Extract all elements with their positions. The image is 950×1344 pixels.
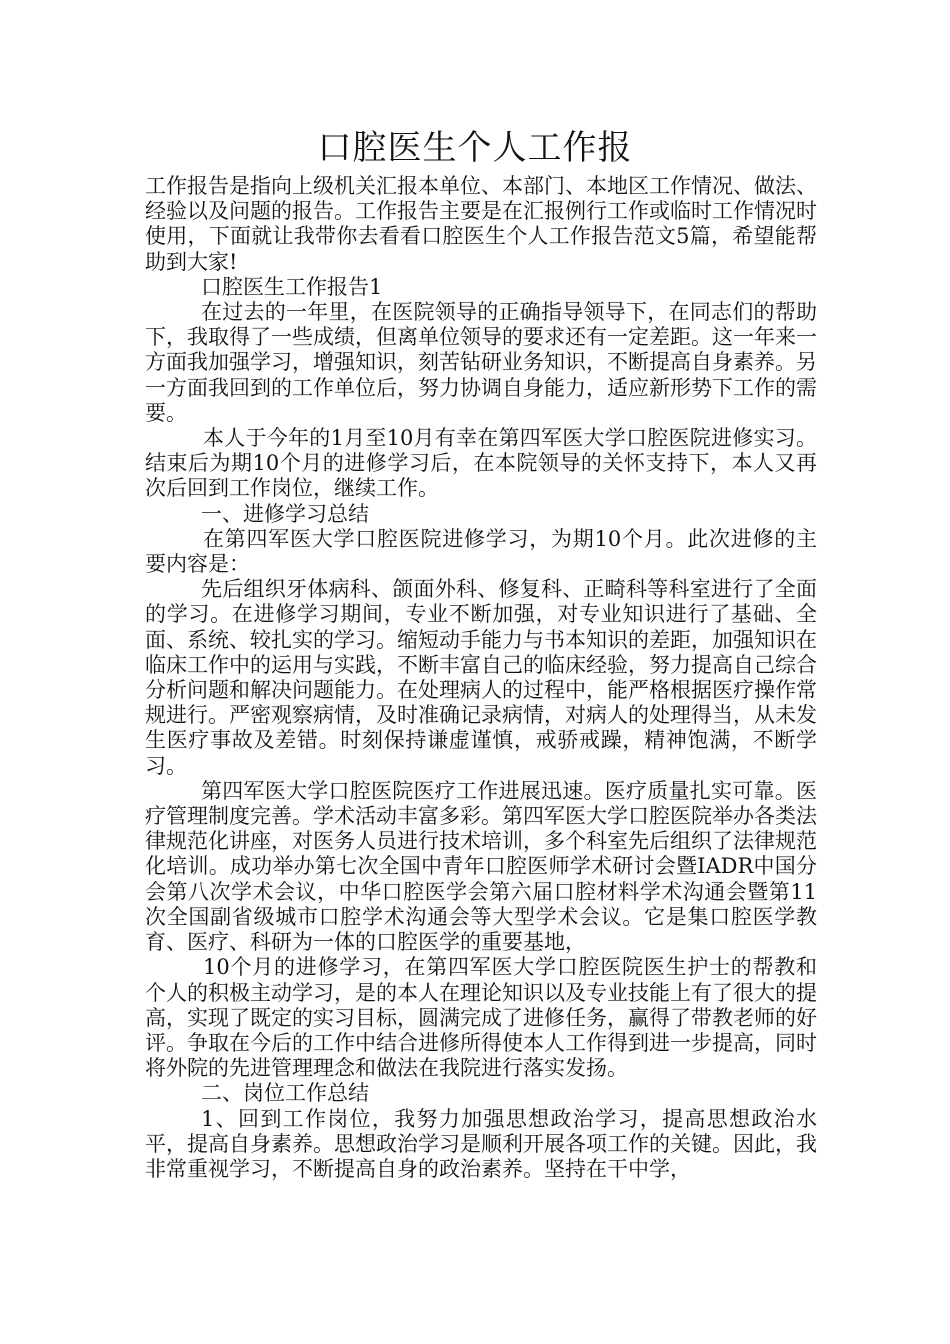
body-paragraph: 第四军医大学口腔医院医疗工作进展迅速。医疗质量扎实可靠。医疗管理制度完善。学术活动丰富多彩。第四军医大学口腔医院举办各类法律规范化讲座，对医务人员进行技术培训，多个科室先后组织了法律规范化培训。成功举办第七次全国中青年口腔医师学术研讨会暨IADR中国分会第八次学术会议，中华口腔医学会第六届口腔材料学术沟通会暨第11次全国副省级城市口腔学术沟通会等大型学术会议。它是集口腔医学教育、医疗、科研为一体的口腔医学的重要基地，	[145, 778, 817, 955]
body-paragraph: 在第四军医大学口腔医院进修学习，为期10个月。此次进修的主要内容是：	[145, 526, 817, 577]
section-heading-job-summary: 二、岗位工作总结	[201, 1081, 369, 1106]
intro-paragraph: 工作报告是指向上级机关汇报本单位、本部门、本地区工作情况、做法、经验以及问题的报告。工作报告主要是在汇报例行工作或临时工作情况时使用，下面就让我带你去看看口腔医生个人工作报告范文5篇，希望能帮助到大家!	[145, 174, 817, 274]
body-paragraph: 本人于今年的1月至10月有幸在第四军医大学口腔医院进修实习。结束后为期10个月的进修学习后，在本院领导的关怀支持下，本人又再次后回到工作岗位，继续工作。	[145, 426, 817, 501]
document-title: 口腔医生个人工作报	[317, 128, 633, 168]
section-heading-report-1: 口腔医生工作报告1	[201, 274, 383, 299]
body-paragraph: 1、回到工作岗位，我努力加强思想政治学习，提高思想政治水平，提高自身素养。思想政治学习是顺利开展各项工作的关键。因此，我非常重视学习，不断提高自身的政治素养。坚持在干中学，	[145, 1106, 817, 1181]
body-paragraph: 在过去的一年里，在医院领导的正确指导领导下，在同志们的帮助下，我取得了一些成绩，但离单位领导的要求还有一定差距。这一年来一方面我加强学习，增强知识，刻苦钻研业务知识，不断提高自身素养。另一方面我回到的工作单位后，努力协调自身能力，适应新形势下工作的需要。	[145, 300, 817, 425]
section-heading-study-summary: 一、进修学习总结	[201, 501, 369, 526]
body-paragraph: 先后组织牙体病科、颌面外科、修复科、正畸科等科室进行了全面的学习。在进修学习期间，专业不断加强，对专业知识进行了基础、全面、系统、较扎实的学习。缩短动手能力与书本知识的差距，加强知识在临床工作中的运用与实践，不断丰富自己的临床经验，努力提高自己综合分析问题和解决问题能力。在处理病人的过程中，能严格根据医疗操作常规进行。严密观察病情，及时准确记录病情，对病人的处理得当，从未发生医疗事故及差错。时刻保持谦虚谨慎，戒骄戒躁，精神饱满，不断学习。	[145, 577, 817, 778]
document-body	[145, 174, 817, 1182]
body-paragraph: 10个月的进修学习，在第四军医大学口腔医院医生护士的帮教和个人的积极主动学习，是的本人在理论知识以及专业技能上有了很大的提高，实现了既定的实习目标，圆满完成了进修任务，赢得了带教老师的好评。争取在今后的工作中结合进修所得使本人工作得到进一步提高，同时将外院的先进管理理念和做法在我院进行落实发扬。	[145, 955, 817, 1081]
